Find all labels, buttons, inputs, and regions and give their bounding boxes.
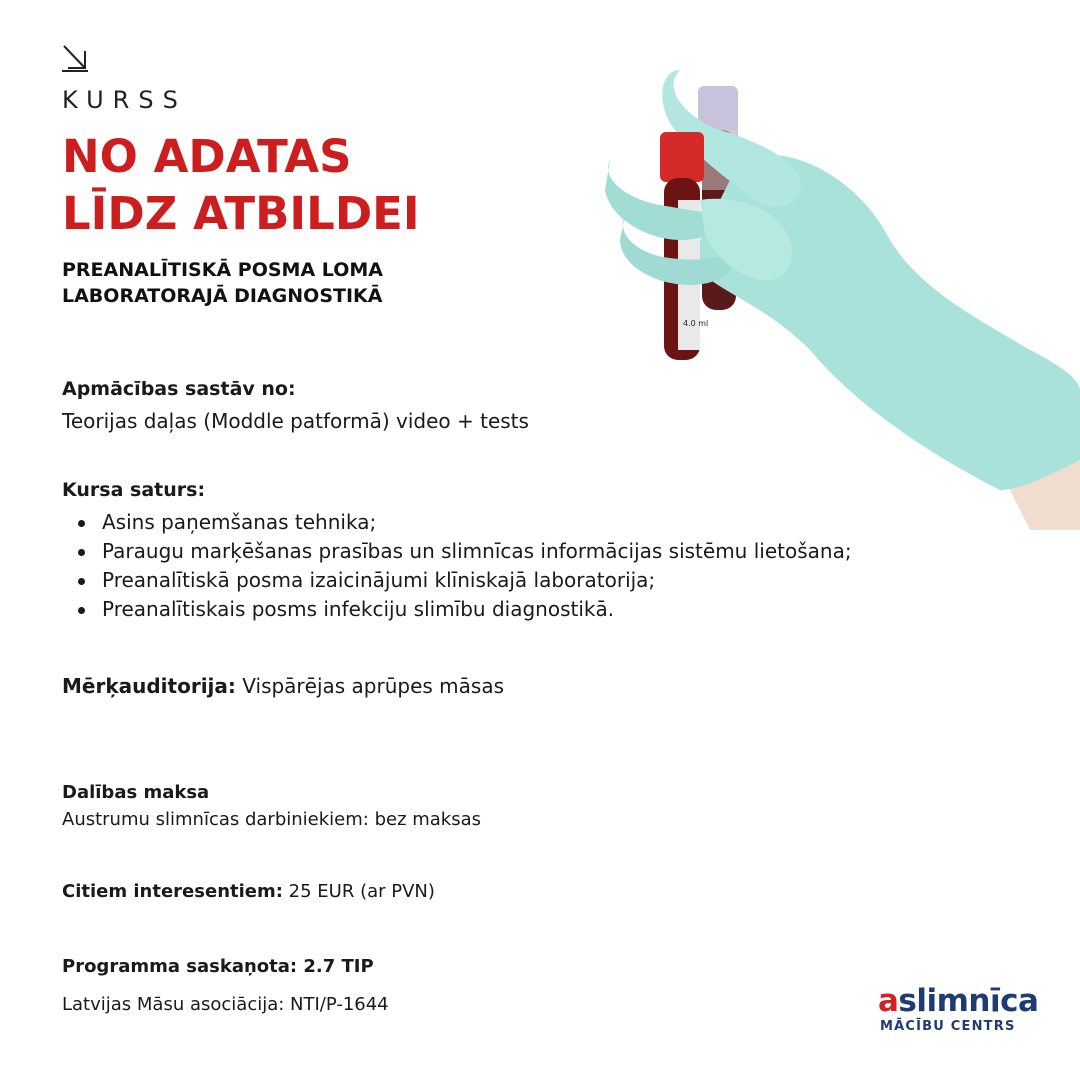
logo-wordmark: aslimnīca — [878, 983, 1039, 1019]
training-text: Teorijas daļas (Moddle patformā) video + tests — [62, 409, 529, 433]
list-item: Paraugu marķēšanas prasības un slimnīcas informācijas sistēmu lietošana; — [78, 537, 852, 566]
title-line-2: LĪDZ ATBILDEI — [62, 187, 420, 240]
logo — [878, 983, 1039, 1036]
list-item: Preanalītiskā posma izaicinājumi klīniskajā laboratorija; — [78, 566, 852, 595]
list-item: Preanalītiskais posms infekciju slimību diagnostikā. — [78, 595, 852, 624]
audience-line — [62, 674, 504, 698]
logo-subtitle: MĀCĪBU CENTRS — [880, 1019, 1016, 1034]
fee-text: Austrumu slimnīcas darbiniekiem: bez maksas — [62, 809, 482, 830]
audience-label: Mērķauditorija: — [62, 674, 236, 698]
content-label: Kursa saturs: — [62, 479, 206, 501]
tube-label-text: 4.0 ml — [683, 319, 709, 328]
page-title — [62, 128, 420, 242]
content-list — [78, 508, 852, 624]
list-item: Asins paņemšanas tehnika; — [78, 508, 852, 537]
association-code: Latvijas Māsu asociācija: NTI/P-1644 — [62, 994, 389, 1015]
others-fee-value: 25 EUR (ar PVN) — [282, 881, 435, 902]
audience-value: Vispārējas aprūpes māsas — [235, 674, 505, 698]
others-fee-label: Citiem interesentiem: — [62, 881, 283, 902]
title-line-1: NO ADATAS — [62, 130, 352, 183]
arrow-down-right-icon — [62, 44, 88, 72]
page-subtitle — [62, 257, 383, 309]
subtitle-line-1: PREANALĪTISKĀ POSMA LOMA — [62, 259, 383, 281]
program-approval: Programma saskaņota: 2.7 TIP — [62, 956, 374, 977]
training-label: Apmācības sastāv no: — [62, 378, 296, 400]
others-fee-line — [62, 881, 435, 902]
fee-label: Dalības maksa — [62, 782, 210, 803]
subtitle-line-2: LABORATORAJĀ DIAGNOSTIKĀ — [62, 285, 383, 307]
gloved-hand-blood-tubes-photo — [560, 30, 1080, 530]
course-kicker: KURSS — [62, 86, 187, 114]
